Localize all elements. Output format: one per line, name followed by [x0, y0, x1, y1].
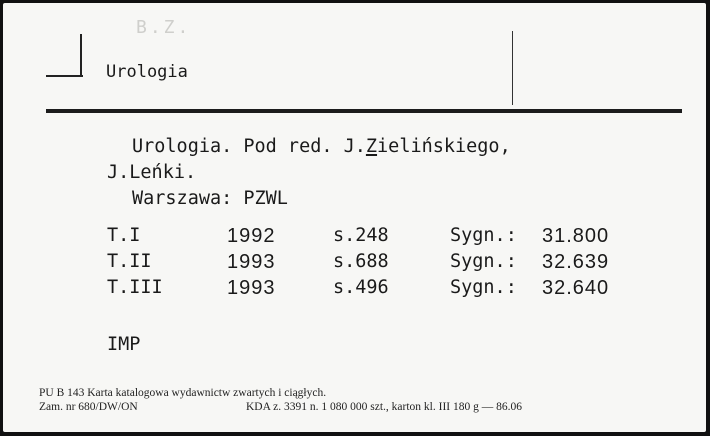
- volume-row: [107, 251, 667, 277]
- publisher-line: Warszawa: PZWL: [132, 188, 288, 209]
- subject-heading: Urologia: [106, 62, 188, 82]
- footer-line-1: PU B 143 Karta katalogowa wydawnictw zwartych i ciągłych.: [39, 387, 327, 399]
- title-text: Urologia. Pod red. J.: [132, 136, 366, 157]
- volume-row: [107, 277, 667, 303]
- title-line: [132, 136, 511, 157]
- corner-mark-vertical: [80, 34, 82, 77]
- signature-value: 32.639: [542, 251, 610, 273]
- volume-row: [107, 225, 667, 251]
- volume-pages: s.496: [333, 277, 389, 298]
- footer-order-number: Zam. nr 680/DW/ON: [39, 401, 138, 413]
- header-rule: [46, 109, 682, 113]
- editor-line: J.Leńki.: [107, 162, 197, 183]
- signature-value: 31.800: [542, 225, 610, 247]
- faded-ghost-text: B.Z.: [136, 17, 192, 38]
- header-divider: [512, 31, 513, 105]
- volume-number: T.III: [107, 277, 163, 298]
- volume-year: 1992: [227, 225, 276, 247]
- title-underlined-letter: Z: [365, 136, 378, 157]
- volume-pages: s.688: [333, 251, 389, 272]
- volume-pages: s.248: [333, 225, 389, 246]
- signature-label: Sygn.:: [450, 277, 517, 298]
- volume-number: T.I: [107, 225, 141, 246]
- signature-label: Sygn.:: [450, 251, 517, 272]
- volume-year: 1993: [227, 251, 276, 273]
- volume-number: T.II: [107, 251, 152, 272]
- volume-year: 1993: [227, 277, 276, 299]
- catalog-card: [3, 3, 706, 432]
- footer-print-info: KDA z. 3391 n. 1 080 000 szt., karton kl. III 180 g — 86.06: [246, 401, 522, 413]
- title-text-end: ielińskiego,: [377, 136, 511, 157]
- corner-mark-horizontal: [46, 75, 83, 77]
- signature-label: Sygn.:: [450, 225, 517, 246]
- signature-value: 32.640: [542, 277, 610, 299]
- note-imp: IMP: [107, 334, 141, 355]
